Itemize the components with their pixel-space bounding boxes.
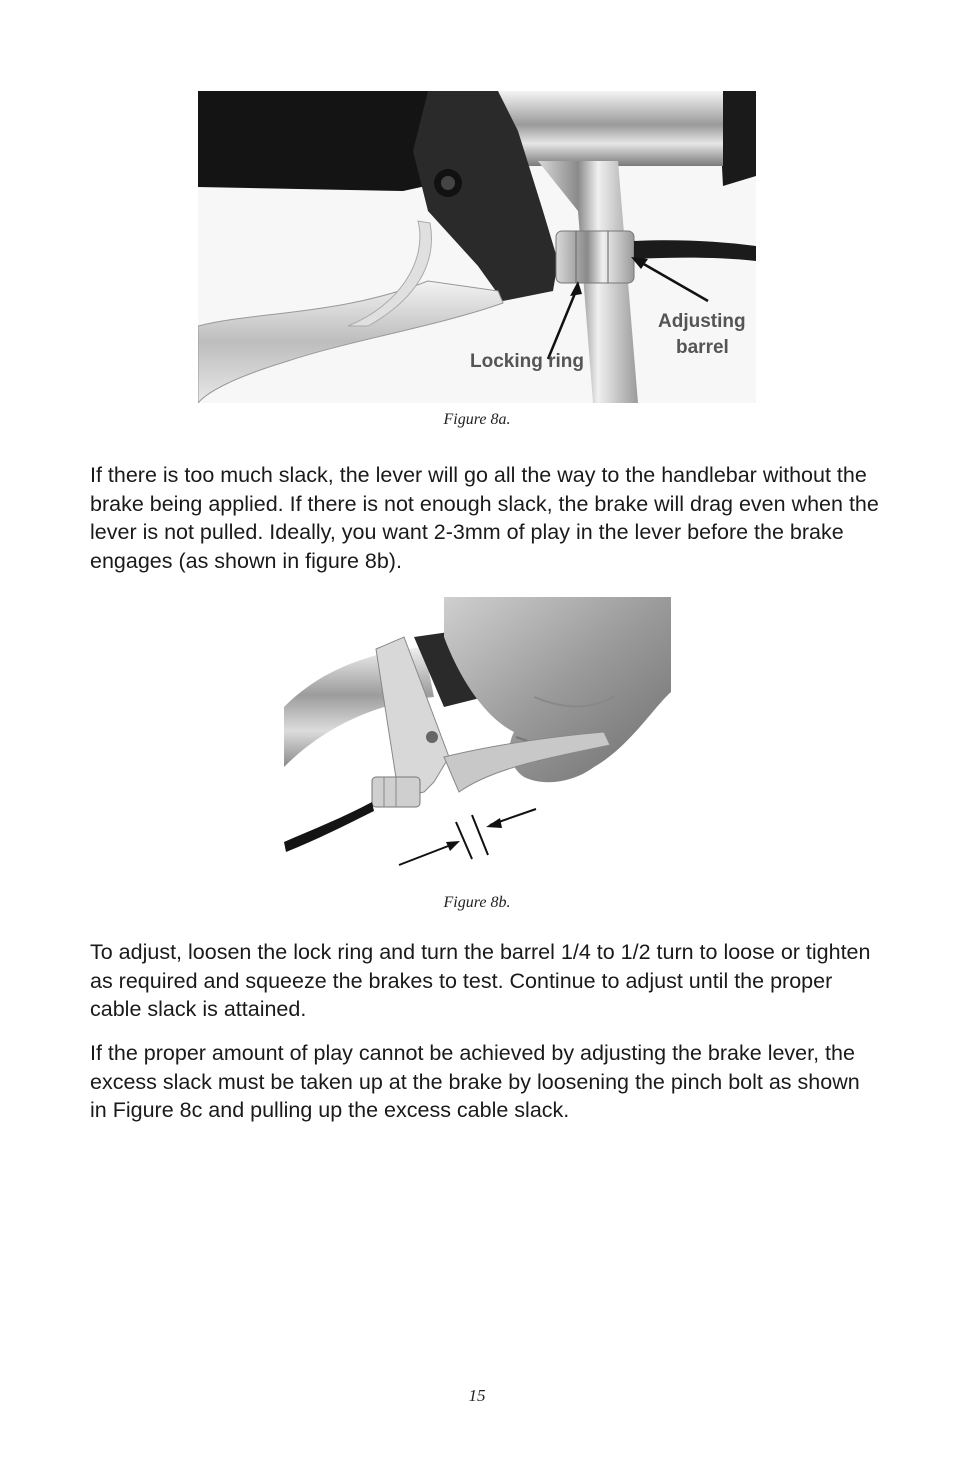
adjusting-barrel-label-line1: Adjusting: [658, 311, 746, 332]
brake-lever-photo-8a: [198, 91, 756, 403]
locking-ring-label: Locking ring: [470, 351, 584, 372]
figure-8b-caption: Figure 8b.: [443, 894, 511, 911]
hand-on-lever-photo-8b: [284, 597, 671, 872]
paragraph-slack: If there is too much slack, the lever will go all the way to the handlebar without the brake being applied. If there is not enough slack, the brake will drag even when the lever is not pulled. Ideally, you want 2-3mm of play in the lever before the brake engages (as shown in figure 8b).: [90, 463, 879, 573]
paragraph-adjust: To adjust, loosen the lock ring and turn the barrel 1/4 to 1/2 turn to loose or tighten as required and squeeze the brakes to test. Continue to adjust until the proper cable slack is attained.: [90, 940, 871, 1022]
page-number: 15: [468, 1386, 486, 1405]
adjusting-barrel-label-line2: barrel: [676, 337, 729, 358]
figure-8a-photo: [198, 91, 756, 403]
figure-8b-photo: [284, 597, 671, 872]
figure-8a-caption: Figure 8a.: [443, 411, 511, 428]
paragraph-pinch-bolt: If the proper amount of play cannot be achieved by adjusting the brake lever, the excess slack must be taken up at the brake by loosening the pinch bolt as shown in Figure 8c and pulling up the excess cable slack.: [90, 1041, 860, 1123]
